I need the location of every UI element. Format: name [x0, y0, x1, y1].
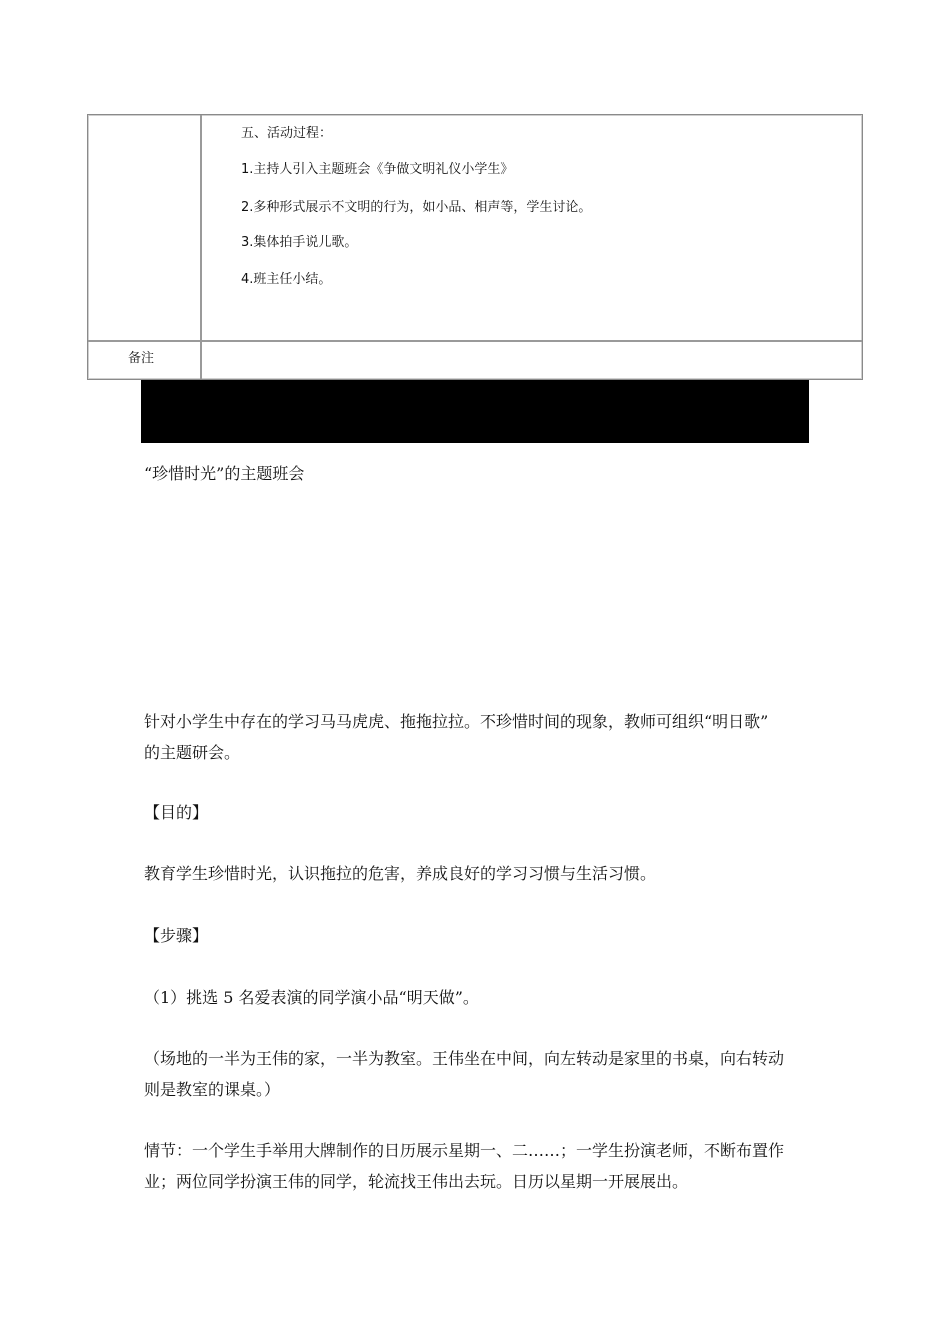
process-step-1: 1.主持人引入主题班会《争做文明礼仪小学生》 — [241, 162, 514, 177]
process-heading: 五、活动过程： — [241, 126, 333, 141]
intro-line-1: 针对小学生中存在的学习马马虎虎、拖拖拉拉。不珍惜时间的现象，教师可组织“明日歌” — [144, 712, 769, 731]
setting-line-1: （场地的一半为王伟的家，一半为教室。王伟坐在中间，向左转动是家里的书桌，向右转动 — [144, 1049, 785, 1068]
document-title: “珍惜时光”的主题班会 — [144, 464, 305, 483]
process-step-4: 4.班主任小结。 — [241, 272, 332, 287]
plot-line-2: 业；两位同学扮演王伟的同学，轮流找王伟出去玩。日历以星期一开展展出。 — [144, 1172, 689, 1191]
table-row-divider — [88, 340, 862, 342]
purpose-heading: 【目的】 — [144, 803, 209, 822]
activity-table — [87, 114, 863, 380]
setting-line-2: 则是教室的课桌。） — [144, 1080, 281, 1099]
step-1: （1）挑选 5 名爱表演的同学演小品“明天做”。 — [144, 988, 479, 1007]
plot-line-1: 情节：一个学生手举用大牌制作的日历展示星期一、二……；一学生扮演老师，不断布置作 — [144, 1141, 785, 1160]
redacted-banner — [141, 380, 809, 443]
process-step-3: 3.集体拍手说儿歌。 — [241, 235, 358, 250]
remark-label: 备注 — [128, 351, 155, 366]
purpose-text: 教育学生珍惜时光，认识拖拉的危害，养成良好的学习习惯与生活习惯。 — [144, 864, 657, 883]
steps-heading: 【步骤】 — [144, 926, 209, 945]
intro-line-2: 的主题研会。 — [144, 743, 241, 762]
process-step-2: 2.多种形式展示不文明的行为，如小品、相声等，学生讨论。 — [241, 200, 592, 215]
